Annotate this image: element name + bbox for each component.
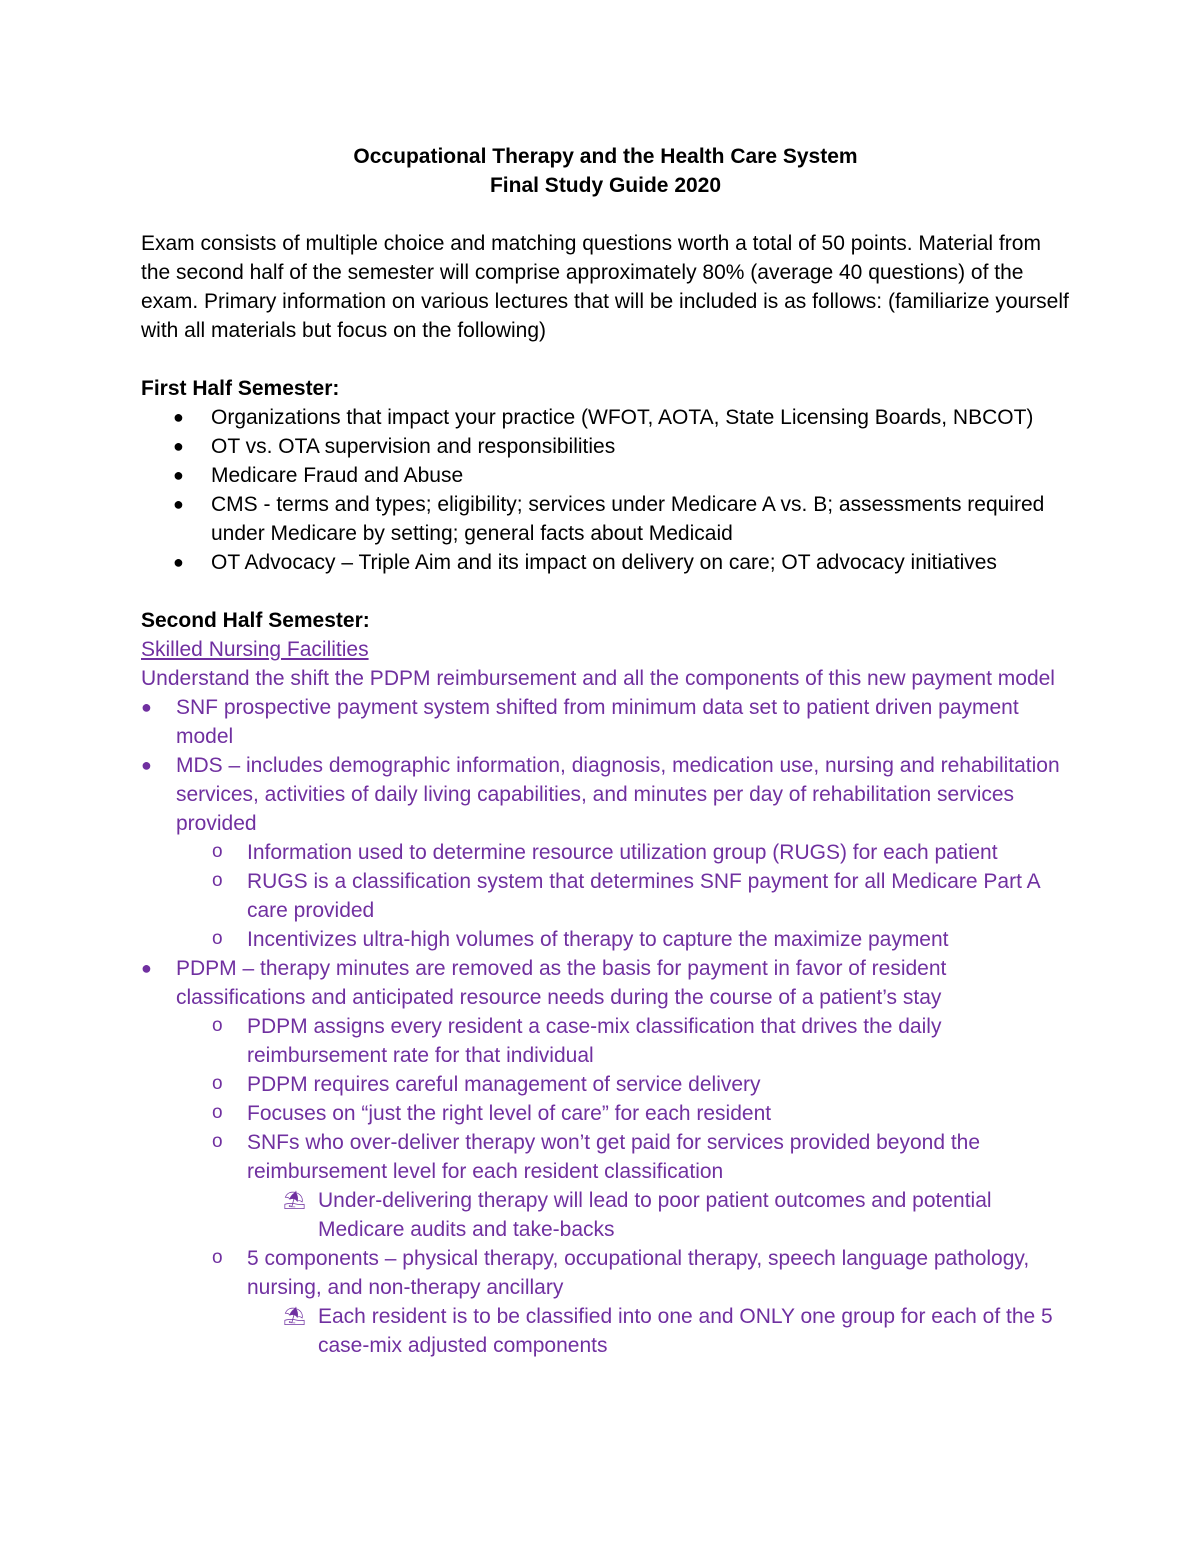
sub-list-item: o Information used to determine resource utilization group (RUGS) for each patient [141,838,1070,867]
list-item: ● MDS – includes demographic information, diagnosis, medication use, nursing and rehabilitation services, activities of daily living capabilities, and minutes per day of rehabilitation services provided [141,751,1070,838]
bullet-icon: ● [141,697,152,717]
circle-bullet-icon: o [212,928,223,949]
sub-sub-list-item: ⛱ Each resident is to be classified into one and ONLY one group for each of the 5 case-mix adjusted components [141,1302,1070,1360]
list-item: ● Organizations that impact your practice (WFOT, AOTA, State Licensing Boards, NBCOT) [141,403,1070,432]
list-item: ● CMS - terms and types; eligibility; services under Medicare A vs. B; assessments required under Medicare by setting; general facts about Medicaid [141,490,1070,548]
list-item: ● SNF prospective payment system shifted from minimum data set to patient driven payment model [141,693,1070,751]
list-item: ● PDPM – therapy minutes are removed as the basis for payment in favor of resident classifications and anticipated resource needs during the course of a patient’s stay [141,954,1070,1012]
circle-bullet-icon: o [212,841,223,862]
bullet-icon: ● [173,407,184,427]
list-item: ● OT vs. OTA supervision and responsibilities [141,432,1070,461]
umbrella-bullet-icon: ⛱ [283,1306,306,1326]
circle-bullet-icon: o [212,1131,223,1152]
document-title [141,142,1070,200]
circle-bullet-icon: o [212,870,223,891]
bullet-icon: ● [173,436,184,456]
sub-list-item: o RUGS is a classification system that determines SNF payment for all Medicare Part A care provided [141,867,1070,925]
circle-bullet-icon: o [212,1247,223,1268]
second-half-heading: Second Half Semester: [141,609,370,632]
sub-sub-list-item: ⛱ Under-delivering therapy will lead to poor patient outcomes and potential Medicare audits and take-backs [141,1186,1070,1244]
bullet-icon: ● [141,958,152,978]
list-item: ● Medicare Fraud and Abuse [141,461,1070,490]
sub-list-item: o PDPM assigns every resident a case-mix classification that drives the daily reimbursement rate for that individual [141,1012,1070,1070]
list-item: ● OT Advocacy – Triple Aim and its impact on delivery on care; OT advocacy initiatives [141,548,1070,577]
bullet-icon: ● [173,465,184,485]
bullet-icon: ● [141,755,152,775]
title-line-2: Final Study Guide 2020 [489,174,722,197]
bullet-icon: ● [173,494,184,514]
circle-bullet-icon: o [212,1102,223,1123]
circle-bullet-icon: o [212,1073,223,1094]
umbrella-bullet-icon: ⛱ [283,1190,306,1210]
sub-list-item: o PDPM requires careful management of service delivery [141,1070,1070,1099]
sub-list-item: o Focuses on “just the right level of care” for each resident [141,1099,1070,1128]
sub-list-item: o 5 components – physical therapy, occupational therapy, speech language pathology, nursing, and non-therapy ancillary [141,1244,1070,1302]
intro-paragraph: Exam consists of multiple choice and matching questions worth a total of 50 points. Material from the second half of the semester will comprise approximately 80% (average 40 questions) of the exam. Primary information on various lectures that will be included is as follows: (familiarize yourself with all materials but focus on the following) [141,232,1069,342]
sub-list-item: o Incentivizes ultra-high volumes of therapy to capture the maximize payment [141,925,1070,954]
second-half-list [141,693,1070,1360]
circle-bullet-icon: o [212,1015,223,1036]
first-half-heading: First Half Semester: [141,377,340,400]
section-subheading: Understand the shift the PDPM reimbursement and all the components of this new payment model [141,667,1055,690]
title-line-1: Occupational Therapy and the Health Care System [353,145,858,168]
skilled-nursing-facilities-link[interactable]: Skilled Nursing Facilities [141,638,369,661]
first-half-list [141,403,1070,577]
bullet-icon: ● [173,552,184,572]
sub-list-item: o SNFs who over-deliver therapy won’t get paid for services provided beyond the reimbursement level for each resident classification [141,1128,1070,1186]
